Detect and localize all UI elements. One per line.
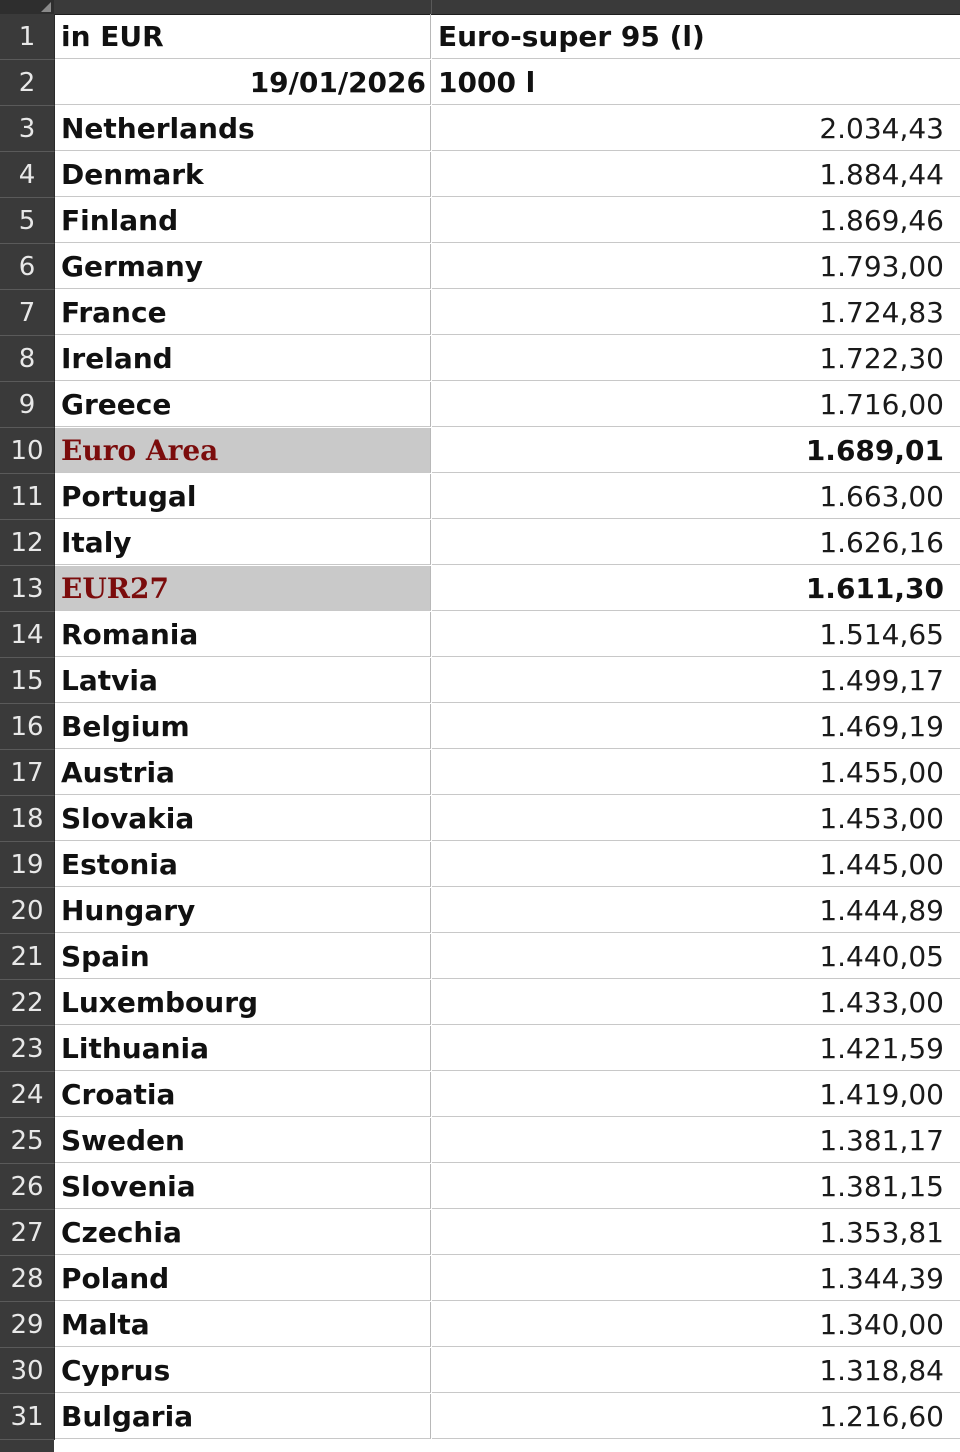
country-cell[interactable]: Croatia (55, 1072, 431, 1117)
table-row (0, 1256, 960, 1302)
table-row (0, 474, 960, 520)
column-header-bar (0, 0, 960, 15)
table-row (0, 382, 960, 428)
price-cell[interactable]: 1.318,84 (432, 1348, 960, 1393)
row-header[interactable]: 7 (0, 290, 55, 336)
row-header[interactable]: 21 (0, 934, 55, 980)
row-header[interactable]: 6 (0, 244, 55, 290)
table-row (0, 336, 960, 382)
table-row (0, 520, 960, 566)
table-row (0, 612, 960, 658)
table-row (0, 1026, 960, 1072)
table-row (0, 1394, 960, 1440)
row-header[interactable]: 29 (0, 1302, 55, 1348)
table-row (0, 842, 960, 888)
row-header[interactable]: 16 (0, 704, 55, 750)
aggregate-label-cell[interactable]: EUR27 (55, 566, 431, 611)
row-header[interactable]: 20 (0, 888, 55, 934)
table-row (0, 980, 960, 1026)
row-header[interactable]: 18 (0, 796, 55, 842)
price-cell[interactable]: 1.445,00 (432, 842, 960, 887)
row-header-overflow (0, 1440, 54, 1452)
country-cell[interactable]: Slovenia (55, 1164, 431, 1209)
price-cell[interactable]: 1.453,00 (432, 796, 960, 841)
price-cell[interactable]: 1.611,30 (432, 566, 960, 611)
table-row (0, 198, 960, 244)
aggregate-label-cell[interactable]: Euro Area (55, 428, 431, 473)
row-header[interactable]: 27 (0, 1210, 55, 1256)
price-cell[interactable]: 1.381,15 (432, 1164, 960, 1209)
country-cell[interactable]: Belgium (55, 704, 431, 749)
price-cell[interactable]: 1.469,19 (432, 704, 960, 749)
column-header-b[interactable] (432, 0, 960, 14)
row-header[interactable]: 26 (0, 1164, 55, 1210)
price-cell[interactable]: 1.381,17 (432, 1118, 960, 1163)
table-row (0, 1072, 960, 1118)
price-cell[interactable]: 1.722,30 (432, 336, 960, 381)
cell-b1[interactable]: Euro-super 95 (l) (432, 14, 960, 59)
country-cell[interactable]: Ireland (55, 336, 431, 381)
row-header[interactable]: 19 (0, 842, 55, 888)
price-cell[interactable]: 1.663,00 (432, 474, 960, 519)
price-cell[interactable]: 1.716,00 (432, 382, 960, 427)
country-cell[interactable]: Italy (55, 520, 431, 565)
table-row (0, 428, 960, 474)
row-header[interactable]: 11 (0, 474, 55, 520)
price-cell[interactable]: 1.353,81 (432, 1210, 960, 1255)
price-cell[interactable]: 1.724,83 (432, 290, 960, 335)
price-cell[interactable]: 1.869,46 (432, 198, 960, 243)
country-cell[interactable]: Lithuania (55, 1026, 431, 1071)
price-cell[interactable]: 1.440,05 (432, 934, 960, 979)
table-row (0, 1164, 960, 1210)
country-cell[interactable]: Greece (55, 382, 431, 427)
table-row (0, 14, 960, 60)
table-row (0, 1118, 960, 1164)
price-cell[interactable]: 1.884,44 (432, 152, 960, 197)
table-row (0, 704, 960, 750)
table-row (0, 60, 960, 106)
table-row (0, 888, 960, 934)
country-cell[interactable]: Hungary (55, 888, 431, 933)
table-row (0, 152, 960, 198)
select-all-icon (41, 2, 51, 12)
price-cell[interactable]: 1.455,00 (432, 750, 960, 795)
row-header[interactable]: 8 (0, 336, 55, 382)
row-header[interactable]: 13 (0, 566, 55, 612)
table-row (0, 1348, 960, 1394)
row-header[interactable]: 25 (0, 1118, 55, 1164)
row-header[interactable]: 30 (0, 1348, 55, 1394)
price-cell[interactable]: 1.216,60 (432, 1394, 960, 1439)
price-cell[interactable]: 1.689,01 (432, 428, 960, 473)
country-cell[interactable]: Romania (55, 612, 431, 657)
row-header[interactable]: 14 (0, 612, 55, 658)
country-cell[interactable]: Spain (55, 934, 431, 979)
row-header[interactable]: 9 (0, 382, 55, 428)
country-cell[interactable]: Slovakia (55, 796, 431, 841)
row-header[interactable]: 15 (0, 658, 55, 704)
row-header[interactable]: 22 (0, 980, 55, 1026)
country-cell[interactable]: Finland (55, 198, 431, 243)
table-row (0, 750, 960, 796)
table-row (0, 658, 960, 704)
select-all-button[interactable] (0, 0, 54, 14)
country-cell[interactable]: Austria (55, 750, 431, 795)
table-row (0, 1302, 960, 1348)
price-cell[interactable]: 1.793,00 (432, 244, 960, 289)
price-cell[interactable]: 1.626,16 (432, 520, 960, 565)
row-header[interactable]: 23 (0, 1026, 55, 1072)
country-cell[interactable]: Denmark (55, 152, 431, 197)
row-header[interactable]: 5 (0, 198, 55, 244)
cell-b2[interactable]: 1000 l (432, 60, 960, 105)
row-header[interactable]: 10 (0, 428, 55, 474)
price-cell[interactable]: 1.514,65 (432, 612, 960, 657)
row-header[interactable]: 24 (0, 1072, 55, 1118)
table-row (0, 566, 960, 612)
data-rows (0, 106, 960, 1440)
country-cell[interactable]: Latvia (55, 658, 431, 703)
grid-rows (0, 14, 960, 1440)
row-header[interactable]: 12 (0, 520, 55, 566)
price-cell[interactable]: 1.421,59 (432, 1026, 960, 1071)
price-cell[interactable]: 1.419,00 (432, 1072, 960, 1117)
country-cell[interactable]: Bulgaria (55, 1394, 431, 1439)
price-cell[interactable]: 1.444,89 (432, 888, 960, 933)
table-row (0, 106, 960, 152)
table-row (0, 1210, 960, 1256)
table-row (0, 290, 960, 336)
country-cell[interactable]: Portugal (55, 474, 431, 519)
cell-a2[interactable]: 19/01/2026 (55, 60, 431, 105)
column-header-a[interactable] (55, 0, 432, 14)
price-cell[interactable]: 1.340,00 (432, 1302, 960, 1347)
country-cell[interactable]: Malta (55, 1302, 431, 1347)
row-header[interactable]: 4 (0, 152, 55, 198)
row-header[interactable]: 2 (0, 60, 55, 106)
row-header[interactable]: 1 (0, 14, 55, 60)
row-header[interactable]: 31 (0, 1394, 55, 1440)
country-cell[interactable]: Germany (55, 244, 431, 289)
price-cell[interactable]: 1.344,39 (432, 1256, 960, 1301)
price-cell[interactable]: 1.433,00 (432, 980, 960, 1025)
country-cell[interactable]: Luxembourg (55, 980, 431, 1025)
row-header[interactable]: 3 (0, 106, 55, 152)
row-header[interactable]: 17 (0, 750, 55, 796)
country-cell[interactable]: France (55, 290, 431, 335)
table-row (0, 934, 960, 980)
country-cell[interactable]: Cyprus (55, 1348, 431, 1393)
cell-a1[interactable]: in EUR (55, 14, 431, 59)
country-cell[interactable]: Estonia (55, 842, 431, 887)
row-header[interactable]: 28 (0, 1256, 55, 1302)
country-cell[interactable]: Netherlands (55, 106, 431, 151)
price-cell[interactable]: 2.034,43 (432, 106, 960, 151)
table-row (0, 244, 960, 290)
country-cell[interactable]: Sweden (55, 1118, 431, 1163)
country-cell[interactable]: Czechia (55, 1210, 431, 1255)
price-cell[interactable]: 1.499,17 (432, 658, 960, 703)
country-cell[interactable]: Poland (55, 1256, 431, 1301)
table-row (0, 796, 960, 842)
